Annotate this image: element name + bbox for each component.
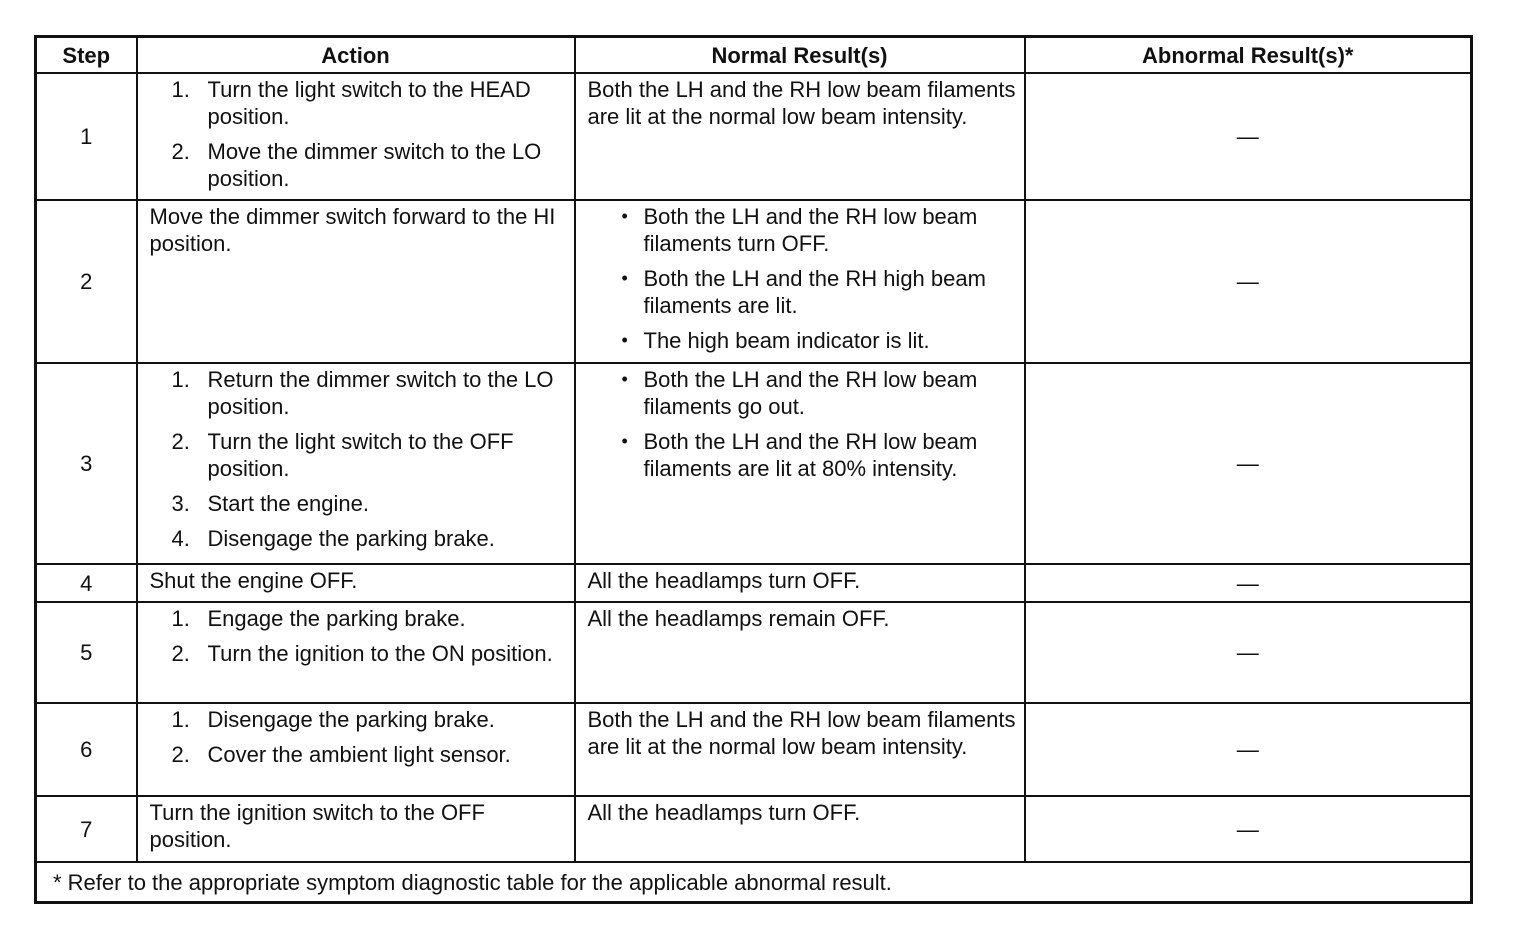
step-number: 4	[36, 564, 137, 602]
action-text: Turn the light switch to the HEAD position.	[207, 77, 531, 129]
abnormal-result-cell	[1025, 564, 1472, 602]
action-text: Move the dimmer switch forward to the HI position.	[149, 204, 556, 256]
table-row	[36, 796, 1472, 862]
action-cell	[137, 564, 575, 602]
dash-placeholder: —	[1236, 269, 1259, 294]
bullet-icon: •	[621, 268, 628, 288]
action-text: Return the dimmer switch to the LO position.	[207, 367, 554, 419]
action-item: 1. Engage the parking brake.	[171, 606, 466, 631]
action-text: Start the engine.	[207, 491, 369, 516]
table-row	[36, 564, 1472, 602]
normal-result-list	[588, 203, 1016, 354]
normal-result-item: • The high beam indicator is lit.	[621, 328, 930, 353]
action-text: Shut the engine OFF.	[149, 568, 358, 593]
action-text: Turn the ignition to the ON position.	[207, 641, 553, 666]
action-cell	[137, 703, 575, 796]
abnormal-result-cell	[1025, 73, 1472, 200]
normal-result-cell	[575, 363, 1025, 564]
action-item: 1. Disengage the parking brake.	[171, 707, 495, 732]
normal-result-item: • Both the LH and the RH low beam filaments go out.	[621, 367, 978, 419]
action-list	[150, 366, 566, 552]
abnormal-result-cell	[1025, 602, 1472, 703]
diagnostic-table	[34, 35, 1473, 904]
normal-result-text: Both the LH and the RH low beam filaments are lit at the normal low beam intensity.	[587, 707, 1016, 759]
table-body	[36, 73, 1472, 903]
dash-placeholder: —	[1236, 816, 1259, 842]
action-item: 2. Cover the ambient light sensor.	[171, 742, 511, 767]
normal-result-item: • Both the LH and the RH low beam filaments turn OFF.	[621, 204, 978, 256]
header-row	[36, 37, 1472, 74]
footnote-row	[36, 862, 1472, 903]
step-number: 5	[36, 602, 137, 703]
dash-placeholder: —	[1236, 737, 1259, 762]
abnormal-result-cell	[1025, 703, 1472, 796]
action-text: Engage the parking brake.	[207, 606, 466, 631]
normal-result-text: Both the LH and the RH low beam filaments are lit at the normal low beam intensity.	[587, 77, 1016, 129]
action-text: Turn the light switch to the OFF position.	[207, 429, 514, 481]
table-row	[36, 703, 1472, 796]
action-item: 2. Move the dimmer switch to the LO position.	[171, 139, 542, 191]
step-number: 2	[36, 200, 137, 363]
normal-result-cell	[575, 73, 1025, 200]
bullet-icon: •	[621, 206, 628, 226]
action-list	[150, 76, 566, 192]
normal-result-cell	[575, 200, 1025, 363]
header-abnormal-results: Abnormal Result(s)*	[1025, 37, 1472, 74]
abnormal-result-cell	[1025, 363, 1472, 564]
normal-result-cell	[575, 564, 1025, 602]
normal-result-cell	[575, 602, 1025, 703]
action-text: Turn the ignition switch to the OFF position.	[149, 800, 485, 852]
action-text: Disengage the parking brake.	[207, 526, 495, 551]
table-row	[36, 73, 1472, 200]
step-number: 1	[36, 73, 137, 200]
normal-result-list	[588, 366, 1016, 482]
action-cell	[137, 602, 575, 703]
action-item: 2. Turn the ignition to the ON position.	[171, 641, 553, 666]
dash-placeholder: —	[1236, 570, 1259, 596]
action-cell	[137, 363, 575, 564]
header-step: Step	[36, 37, 137, 74]
header-action: Action	[137, 37, 575, 74]
bullet-icon: •	[621, 369, 628, 389]
step-number: 7	[36, 796, 137, 862]
normal-result-item: • Both the LH and the RH low beam filaments are lit at 80% intensity.	[621, 429, 978, 481]
action-text: Cover the ambient light sensor.	[207, 742, 511, 767]
abnormal-result-cell	[1025, 200, 1472, 363]
step-number: 3	[36, 363, 137, 564]
dash-placeholder: —	[1236, 451, 1259, 476]
action-cell	[137, 796, 575, 862]
normal-result-cell	[575, 796, 1025, 862]
action-text: Disengage the parking brake.	[207, 707, 495, 732]
action-cell	[137, 200, 575, 363]
normal-result-cell	[575, 703, 1025, 796]
normal-result-text: All the headlamps turn OFF.	[587, 800, 861, 825]
normal-result-text: All the headlamps remain OFF.	[587, 606, 890, 631]
action-item: 1. Turn the light switch to the HEAD position.	[171, 77, 531, 129]
action-list	[150, 605, 566, 667]
action-item: 4. Disengage the parking brake.	[171, 526, 495, 551]
table-row	[36, 363, 1472, 564]
dash-placeholder: —	[1236, 124, 1259, 149]
action-list	[150, 706, 566, 768]
normal-result-text: All the headlamps turn OFF.	[587, 568, 861, 593]
header-normal-results: Normal Result(s)	[575, 37, 1025, 74]
action-item: 1. Return the dimmer switch to the LO position.	[171, 367, 554, 419]
footnote: * Refer to the appropriate symptom diagnostic table for the applicable abnormal result.	[36, 862, 1472, 903]
action-cell	[137, 73, 575, 200]
bullet-icon: •	[621, 431, 628, 451]
table-row	[36, 200, 1472, 363]
action-item: 2. Turn the light switch to the OFF position.	[171, 429, 514, 481]
action-item: 3. Start the engine.	[171, 491, 369, 516]
table-row	[36, 602, 1472, 703]
normal-result-item: • Both the LH and the RH high beam filaments are lit.	[621, 266, 986, 318]
dash-placeholder: —	[1236, 640, 1259, 665]
abnormal-result-cell	[1025, 796, 1472, 862]
bullet-icon: •	[621, 330, 628, 350]
action-text: Move the dimmer switch to the LO position.	[207, 139, 542, 191]
step-number: 6	[36, 703, 137, 796]
